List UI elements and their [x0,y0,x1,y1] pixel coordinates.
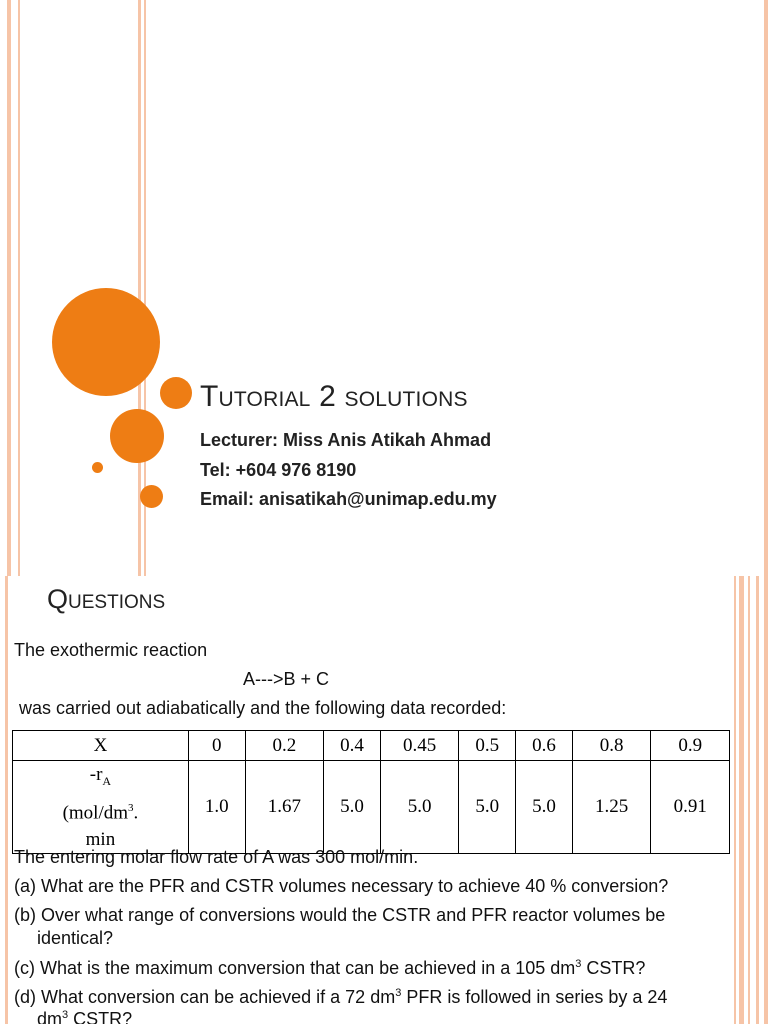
question-a: (a) What are the PFR and CSTR volumes necessary to achieve 40 % conversion? [14,876,669,896]
right-stripe-1 [734,576,736,1024]
conversion-cell: 0.45 [380,731,459,761]
questions-slide [0,576,768,1024]
title-rest: utorial 2 solutions [218,380,468,413]
rate-cell: 1.0 [188,761,245,854]
procedure-text: was carried out adiabatically and the following data recorded: [19,698,507,718]
question-d2-text: dm [37,1009,63,1024]
conversion-cell: 0.4 [324,731,381,761]
left-stripe-1 [7,0,11,576]
rate-cell: 1.67 [245,761,324,854]
title-initial: T [200,380,219,413]
question-d-text: (d) What conversion can be achieved if a 72 dm [14,987,396,1007]
right-stripe-2 [739,576,744,1024]
tiny-circle-decoration [92,462,103,473]
reaction-equation: A--->B + C [243,669,330,689]
rate-cell: 0.91 [651,761,730,854]
question-b-line2: identical? [37,928,114,948]
conversion-cell: 0.5 [459,731,516,761]
rate-unit-line2: min [85,829,116,851]
rate-cell: 1.25 [572,761,651,854]
rate-unit-text: (mol/dm [62,802,129,824]
right-stripe-4 [756,576,759,1024]
left-edge-stripe [5,576,8,1024]
conversion-cell: 0 [188,731,245,761]
right-stripe-5 [764,576,768,1024]
questions-title-initial: Q [47,584,69,614]
right-stripe-3 [748,576,750,1024]
conversion-cell: 0.9 [651,731,730,761]
dot-circle-decoration [140,485,163,508]
conversion-cell: 0.2 [245,731,324,761]
left-stripe-3 [138,0,141,576]
conversion-header-cell: X [13,731,189,761]
lecturer-email: Email: anisatikah@unimap.edu.my [200,489,497,509]
table-row-rate [13,761,730,854]
rate-header-cell [13,761,189,854]
rate-cell: 5.0 [459,761,516,854]
question-b-line1: (b) Over what range of conversions would the CSTR and PFR reactor volumes be [14,905,666,925]
question-d-line1 [14,987,667,1008]
rate-unit-tail: . [133,802,139,824]
large-circle-decoration [52,288,160,396]
right-edge-stripe [764,0,768,576]
rate-cell: 5.0 [380,761,459,854]
lecturer-tel: Tel: +604 976 8190 [200,459,357,480]
rate-cell: 5.0 [324,761,381,854]
left-stripe-2 [18,0,20,576]
rate-symbol-sub: A [102,773,112,788]
small-circle-decoration [160,377,192,409]
table-row-conversion [13,731,730,761]
question-d2-sup: 3 [62,1009,69,1021]
slide-title [200,380,468,414]
medium-circle-decoration [110,409,164,463]
intro-text: The exothermic reaction [14,640,208,660]
rate-symbol [13,761,188,795]
flow-rate-text: The entering molar flow rate of A was 300 mol/min. [14,847,419,867]
lecturer-info [200,426,497,515]
question-c-text: (c) What is the maximum conversion that can be achieved in a 105 dm [14,958,576,978]
questions-title [47,584,165,615]
data-table [12,730,730,854]
rate-symbol-prefix: -r [89,764,103,785]
question-d2-tail: CSTR? [68,1009,133,1024]
question-c-sup: 3 [575,958,582,970]
questions-title-rest: uestions [68,584,166,614]
question-d-line2 [37,1009,132,1024]
conversion-cell: 0.8 [572,731,651,761]
rate-cell: 5.0 [516,761,573,854]
conversion-cell: 0.6 [516,731,573,761]
question-c [14,958,645,979]
question-d-sup: 3 [395,987,402,999]
rate-unit [13,795,188,826]
rate-unit-sup: 3 [128,801,134,814]
lecturer-name: Lecturer: Miss Anis Atikah Ahmad [200,430,492,450]
question-d-tail: PFR is followed in series by a 24 [401,987,668,1007]
question-c-tail: CSTR? [581,958,646,978]
